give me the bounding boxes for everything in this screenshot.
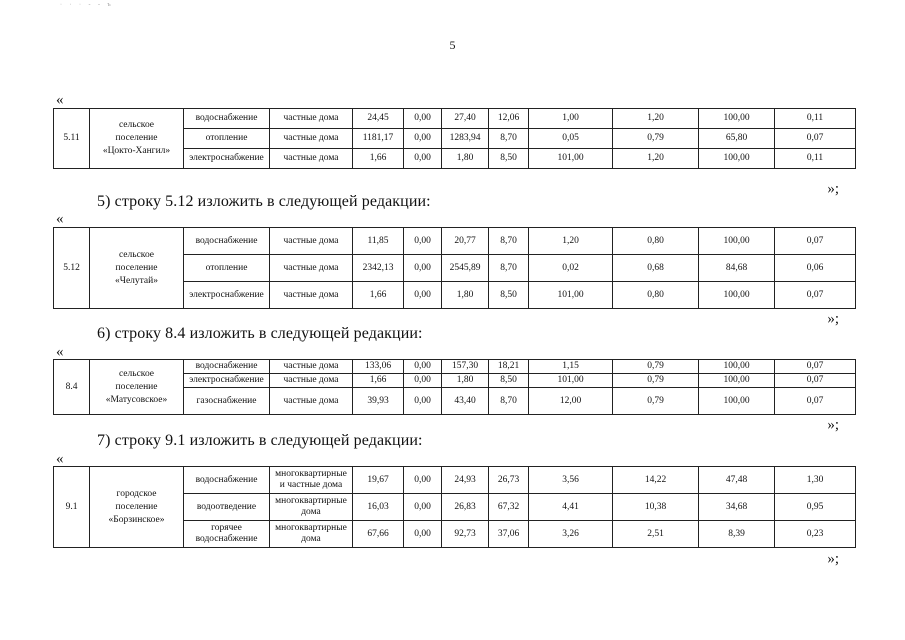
value-cell: 100,00 [699, 109, 775, 129]
value-cell: 0,80 [613, 282, 699, 309]
service-cell: отопление [184, 255, 270, 282]
value-cell: 18,21 [489, 360, 529, 374]
value-cell: 1,80 [442, 282, 489, 309]
service-cell: водоснабжение [184, 109, 270, 129]
value-cell: 67,66 [353, 521, 404, 548]
value-cell: 1,30 [775, 467, 856, 494]
table-row-8-4 [53, 359, 856, 415]
value-cell: 10,38 [613, 494, 699, 521]
value-cell: 0,07 [775, 360, 856, 374]
service-cell: водоснабжение [184, 228, 270, 255]
value-cell: 0,07 [775, 282, 856, 309]
value-cell: 1,66 [353, 282, 404, 309]
property-type-cell: частные дома [270, 374, 353, 388]
value-cell: 8,70 [489, 388, 529, 415]
value-cell: 0,11 [775, 109, 856, 129]
value-cell: 100,00 [699, 228, 775, 255]
quote-open: « [56, 211, 64, 227]
value-cell: 1283,94 [442, 129, 489, 149]
service-cell: электроснабжение [184, 374, 270, 388]
value-cell: 0,02 [529, 255, 613, 282]
value-cell: 1181,17 [353, 129, 404, 149]
value-cell: 133,06 [353, 360, 404, 374]
instruction-9-1: 7) строку 9.1 изложить в следующей редакции: [97, 432, 423, 449]
value-cell: 92,73 [442, 521, 489, 548]
settlement-line: «Цокто-Хангил» [102, 146, 171, 156]
settlement-line: «Матусовское» [105, 394, 168, 405]
value-cell: 0,79 [613, 388, 699, 415]
value-cell: 157,30 [442, 360, 489, 374]
service-cell: газоснабжение [184, 388, 270, 415]
value-cell: 100,00 [699, 360, 775, 374]
row-number-cell: 9.1 [54, 467, 90, 548]
property-type-cell: частные дома [270, 388, 353, 415]
value-cell: 0,07 [775, 228, 856, 255]
property-type-cell: частные дома [270, 109, 353, 129]
value-cell: 47,48 [699, 467, 775, 494]
value-cell: 0,00 [404, 282, 442, 309]
value-cell: 26,73 [489, 467, 529, 494]
value-cell: 1,20 [613, 109, 699, 129]
value-cell: 8,70 [489, 228, 529, 255]
settlement-cell [90, 360, 184, 415]
table-row [54, 109, 856, 129]
value-cell: 100,00 [699, 374, 775, 388]
value-cell: 1,66 [353, 149, 404, 169]
value-cell: 100,00 [699, 149, 775, 169]
value-cell: 0,11 [775, 149, 856, 169]
row-number-cell: 8.4 [54, 360, 90, 415]
value-cell: 19,67 [353, 467, 404, 494]
property-type-cell: частные дома [270, 282, 353, 309]
value-cell: 0,00 [404, 494, 442, 521]
value-cell: 8,70 [489, 255, 529, 282]
value-cell: 12,06 [489, 109, 529, 129]
settlement-line: «Борзинское» [108, 514, 165, 525]
value-cell: 67,32 [489, 494, 529, 521]
value-cell: 0,05 [529, 129, 613, 149]
value-cell: 8,50 [489, 149, 529, 169]
value-cell: 0,00 [404, 149, 442, 169]
value-cell: 24,93 [442, 467, 489, 494]
value-cell: 1,66 [353, 374, 404, 388]
property-type-cell: частные дома [270, 129, 353, 149]
value-cell: 16,03 [353, 494, 404, 521]
value-cell: 0,00 [404, 109, 442, 129]
value-cell: 0,68 [613, 255, 699, 282]
service-cell: отопление [184, 129, 270, 149]
value-cell: 8,39 [699, 521, 775, 548]
table-row [54, 360, 856, 374]
value-cell: 0,00 [404, 228, 442, 255]
value-cell: 0,07 [775, 374, 856, 388]
value-cell: 0,00 [404, 374, 442, 388]
property-type-cell: частные дома [270, 255, 353, 282]
value-cell: 39,93 [353, 388, 404, 415]
page-number: 5 [449, 38, 456, 52]
value-cell: 101,00 [529, 374, 613, 388]
value-cell: 0,00 [404, 467, 442, 494]
value-cell: 0,79 [613, 360, 699, 374]
value-cell: 0,00 [404, 521, 442, 548]
value-cell: 0,79 [613, 374, 699, 388]
value-cell: 65,80 [699, 129, 775, 149]
quote-close: »; [827, 551, 839, 567]
value-cell: 0,80 [613, 228, 699, 255]
value-cell: 11,85 [353, 228, 404, 255]
settlement-line: сельское [118, 120, 155, 130]
service-cell: водоснабжение [184, 467, 270, 494]
value-cell: 0,00 [404, 129, 442, 149]
quote-close: »; [827, 417, 839, 433]
settlement-line: «Челутай» [115, 275, 158, 286]
settlement-line: городское [116, 488, 157, 499]
value-cell: 100,00 [699, 282, 775, 309]
table-row-9-1 [53, 466, 856, 548]
property-type-cell: многоквартирные дома [270, 494, 353, 521]
value-cell: 2,51 [613, 521, 699, 548]
value-cell: 2545,89 [442, 255, 489, 282]
property-type-cell: частные дома [270, 149, 353, 169]
value-cell: 1,00 [529, 109, 613, 129]
value-cell: 2342,13 [353, 255, 404, 282]
table-row [54, 228, 856, 255]
service-cell: водоснабжение [184, 360, 270, 374]
instruction-8-4: 6) строку 8.4 изложить в следующей редакции: [97, 325, 423, 342]
value-cell: 0,00 [404, 388, 442, 415]
value-cell: 8,50 [489, 282, 529, 309]
value-cell: 8,70 [489, 129, 529, 149]
instruction-5-12: 5) строку 5.12 изложить в следующей редакции: [97, 193, 431, 210]
value-cell: 0,06 [775, 255, 856, 282]
value-cell: 20,77 [442, 228, 489, 255]
service-cell: электроснабжение [184, 282, 270, 309]
row-number-cell: 5.11 [54, 109, 90, 169]
value-cell: 27,40 [442, 109, 489, 129]
value-cell: 3,26 [529, 521, 613, 548]
settlement-line: сельское [118, 368, 155, 379]
value-cell: 1,80 [442, 149, 489, 169]
table-row-5-11 [53, 108, 856, 169]
value-cell: 37,06 [489, 521, 529, 548]
settlement-line: поселение [115, 133, 158, 143]
table-row [54, 467, 856, 494]
service-cell: электроснабжение [184, 149, 270, 169]
value-cell: 0,95 [775, 494, 856, 521]
value-cell: 1,20 [529, 228, 613, 255]
value-cell: 101,00 [529, 282, 613, 309]
property-type-cell: частные дома [270, 360, 353, 374]
value-cell: 1,80 [442, 374, 489, 388]
property-type-cell: многоквартирные и частные дома [270, 467, 353, 494]
row-number-cell: 5.12 [54, 228, 90, 309]
value-cell: 0,07 [775, 388, 856, 415]
quote-close: »; [827, 311, 839, 327]
value-cell: 34,68 [699, 494, 775, 521]
value-cell: 8,50 [489, 374, 529, 388]
quote-open: « [56, 92, 64, 108]
value-cell: 24,45 [353, 109, 404, 129]
value-cell: 0,07 [775, 129, 856, 149]
value-cell: 12,00 [529, 388, 613, 415]
table-row-5-12 [53, 227, 856, 309]
value-cell: 26,83 [442, 494, 489, 521]
quote-close: »; [827, 181, 839, 197]
property-type-cell: частные дома [270, 228, 353, 255]
scan-artifact: · · · - ‑ ъ [60, 2, 114, 8]
settlement-line: поселение [115, 262, 158, 273]
value-cell: 3,56 [529, 467, 613, 494]
service-cell: водоотведение [184, 494, 270, 521]
value-cell: 0,00 [404, 255, 442, 282]
settlement-line: поселение [115, 381, 158, 392]
settlement-cell [90, 109, 184, 169]
settlement-cell [90, 467, 184, 548]
settlement-cell [90, 228, 184, 309]
value-cell: 43,40 [442, 388, 489, 415]
value-cell: 100,00 [699, 388, 775, 415]
quote-open: « [56, 344, 64, 360]
service-cell: горячее водоснабжение [184, 521, 270, 548]
property-type-cell: многоквартирные дома [270, 521, 353, 548]
settlement-line: сельское [118, 249, 155, 260]
value-cell: 0,00 [404, 360, 442, 374]
quote-open: « [56, 451, 64, 467]
value-cell: 0,79 [613, 129, 699, 149]
settlement-line: поселение [115, 501, 158, 512]
value-cell: 101,00 [529, 149, 613, 169]
value-cell: 1,15 [529, 360, 613, 374]
value-cell: 0,23 [775, 521, 856, 548]
value-cell: 1,20 [613, 149, 699, 169]
value-cell: 14,22 [613, 467, 699, 494]
value-cell: 4,41 [529, 494, 613, 521]
value-cell: 84,68 [699, 255, 775, 282]
